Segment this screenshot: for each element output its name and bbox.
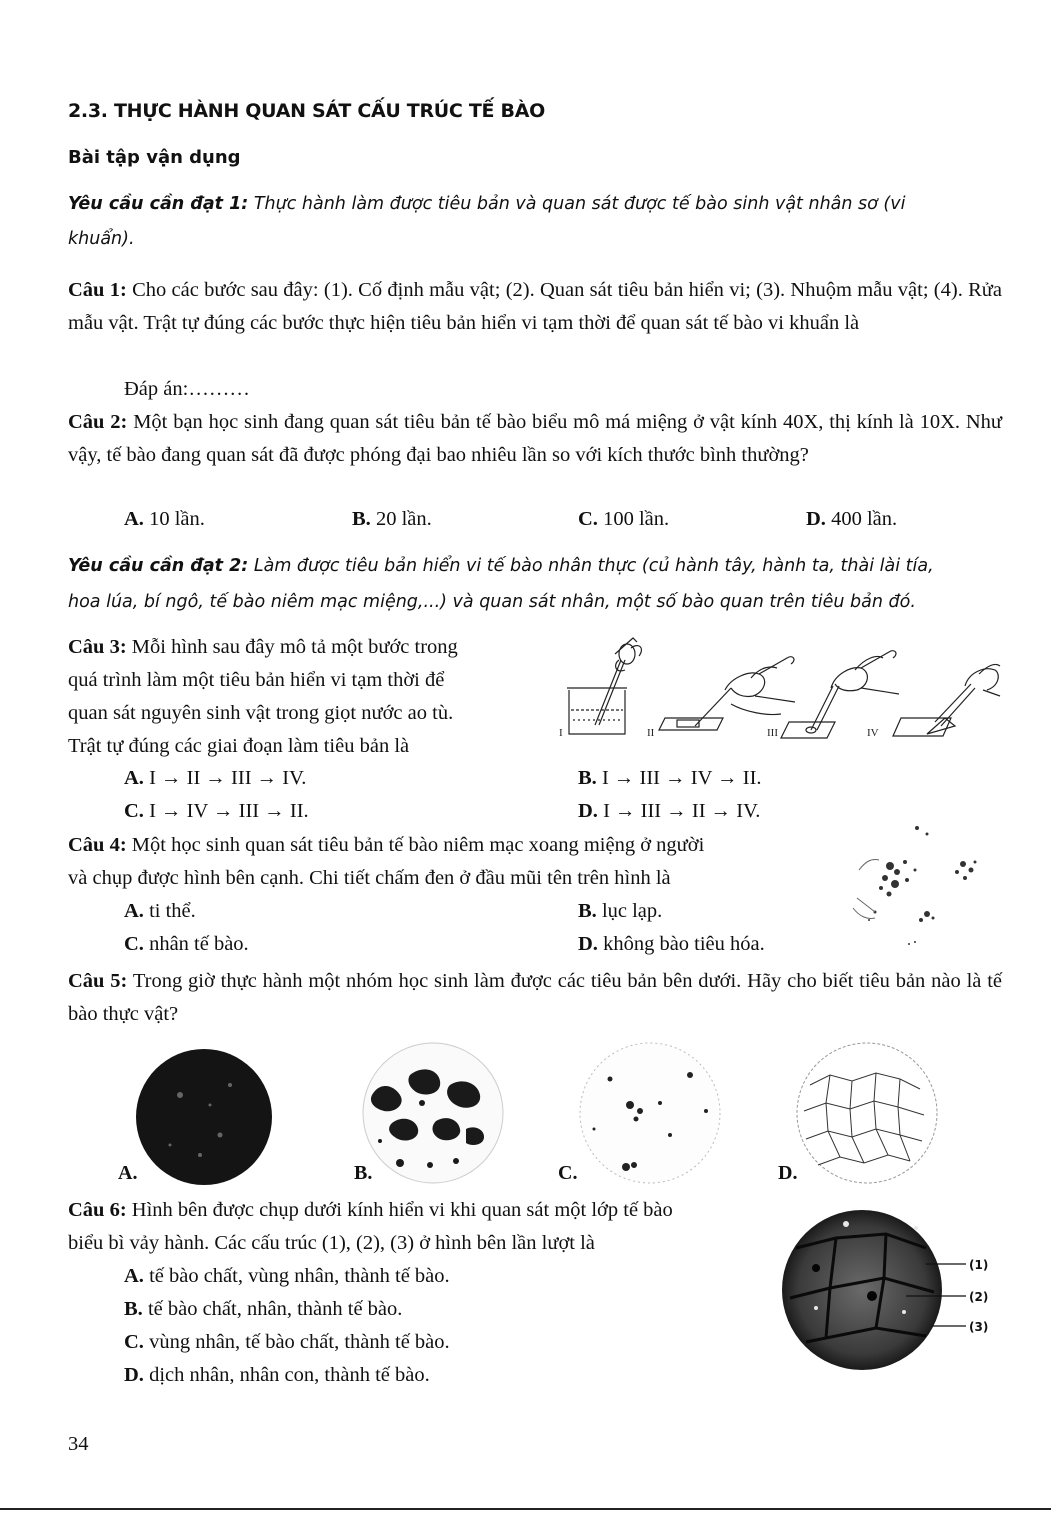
- cheek-cell-micrograph: [845, 822, 995, 952]
- specimen-c-image: [580, 1043, 720, 1183]
- question-6-line-2: biểu bì vảy hành. Các cấu trúc (1), (2), (3) ở hình bên lần lượt là: [68, 1232, 595, 1254]
- specimen-d-image: [797, 1043, 937, 1183]
- question-2-text: Một bạn học sinh đang quan sát tiêu bản tế bào biểu mô má miệng ở vật kính 40X, thị kính là 10X. Như vậy, tế bào đang quan sát đã được phóng đại bao nhiêu lần so với kích thước bình thường?: [68, 411, 1002, 466]
- question-3-option-c: C. I → IV → III → II.: [124, 800, 309, 822]
- question-3-line-3: quan sát nguyên sinh vật trong giọt nước ao tù.: [68, 702, 454, 724]
- requirement-2-text-2: hoa lúa, bí ngô, tế bào niêm mạc miệng,...) và quan sát nhân, một số bào quan trên tiêu bản đó.: [68, 592, 916, 612]
- page-number: 34: [68, 1433, 89, 1455]
- step-4-forceps-illustration: [893, 664, 1000, 736]
- section-title: 2.3. THỰC HÀNH QUAN SÁT CẤU TRÚC TẾ BÀO: [68, 100, 545, 122]
- question-4-option-c: C. nhân tế bào.: [124, 933, 249, 955]
- figure-label-3: (3): [969, 1320, 989, 1334]
- question-5: [68, 965, 1002, 1030]
- question-4-line-1: Câu 4: Một học sinh quan sát tiêu bản tế bào niêm mạc xoang miệng ở người: [68, 834, 705, 856]
- step-2-slide-illustration: [659, 657, 795, 730]
- question-3-option-d: D. I → III → II → IV.: [578, 800, 761, 822]
- question-5-label: Câu 5:: [68, 970, 128, 992]
- question-3-line-2: quá trình làm một tiêu bản hiển vi tạm thời để: [68, 669, 445, 691]
- figure-label-i: I: [559, 727, 563, 739]
- figure-label-1: (1): [969, 1258, 989, 1272]
- page-bottom-rule: [0, 1508, 1051, 1510]
- slide-preparation-figure: [555, 630, 1000, 742]
- question-6-label: Câu 6:: [68, 1199, 127, 1221]
- question-2-option-a: A. 10 lần.: [124, 508, 205, 530]
- question-1-text: Cho các bước sau đây: (1). Cố định mẫu vật; (2). Quan sát tiêu bản hiển vi; (3). Nhuộm mẫu vật; (4). Rửa mẫu vật. Trật tự đúng các bước thực hiện tiêu bản hiển vi tạm thời để quan sát tế bào vi khuẩn là: [68, 279, 1002, 334]
- question-6-option-b: B. tế bào chất, nhân, thành tế bào.: [124, 1298, 403, 1320]
- figure-label-2: (2): [969, 1290, 989, 1304]
- requirement-2: [68, 556, 934, 576]
- question-4-option-a: A. ti thể.: [124, 900, 196, 922]
- requirement-2-text-1: Làm được tiêu bản hiển vi tế bào nhân thực (củ hành tây, hành ta, thài lài tía,: [248, 556, 934, 576]
- specimen-b-image: [363, 1043, 503, 1183]
- specimen-label-b: B.: [354, 1162, 373, 1184]
- subsection-title: Bài tập vận dụng: [68, 147, 241, 168]
- requirement-1-label: Yêu cầu cần đạt 1:: [68, 194, 249, 214]
- requirement-1-text-1: Thực hành làm được tiêu bản và quan sát được tế bào sinh vật nhân sơ (vi: [248, 194, 906, 214]
- question-3-line-1: Câu 3: Mỗi hình sau đây mô tả một bước trong: [68, 636, 458, 658]
- figure-label-iv: IV: [867, 727, 879, 739]
- question-6-option-a: A. tế bào chất, vùng nhân, thành tế bào.: [124, 1265, 450, 1287]
- question-5-text: Trong giờ thực hành một nhóm học sinh làm được các tiêu bản bên dưới. Hãy cho biết tiêu bản nào là tế bào thực vật?: [68, 970, 1002, 1025]
- requirement-2-label: Yêu cầu cần đạt 2:: [68, 556, 249, 576]
- figure-label-ii: II: [647, 727, 655, 739]
- question-6-line-1: Câu 6: Hình bên được chụp dưới kính hiển vi khi quan sát một lớp tế bào: [68, 1199, 673, 1221]
- question-1-answer: Đáp án:………: [124, 378, 250, 400]
- specimen-a-image: [136, 1049, 272, 1185]
- question-4-label: Câu 4:: [68, 834, 127, 856]
- onion-epidermis-micrograph: [776, 1208, 996, 1373]
- figure-label-iii: III: [767, 727, 778, 739]
- question-3-line-4: Trật tự đúng các giai đoạn làm tiêu bản là: [68, 735, 410, 757]
- question-6-option-c: C. vùng nhân, tế bào chất, thành tế bào.: [124, 1331, 450, 1353]
- question-1: [68, 274, 1002, 339]
- question-2-option-d: D. 400 lần.: [806, 508, 898, 530]
- question-3-option-a: A. I → II → III → IV.: [124, 767, 307, 789]
- requirement-1-text-2: khuẩn).: [68, 229, 135, 249]
- question-4-line-2: và chụp được hình bên cạnh. Chi tiết chấm đen ở đầu mũi tên trên hình là: [68, 867, 671, 889]
- question-2: [68, 406, 1002, 471]
- specimen-label-c: C.: [558, 1162, 578, 1184]
- step-1-beaker-illustration: [567, 638, 641, 734]
- specimen-images: [110, 1045, 950, 1190]
- question-4-option-b: B. lục lạp.: [578, 900, 663, 922]
- question-3-option-b: B. I → III → IV → II.: [578, 767, 762, 789]
- specimen-label-a: A.: [118, 1162, 138, 1184]
- question-2-option-b: B. 20 lần.: [352, 508, 432, 530]
- question-4-option-d: D. không bào tiêu hóa.: [578, 933, 765, 955]
- question-3-label: Câu 3:: [68, 636, 127, 658]
- question-1-label: Câu 1:: [68, 279, 127, 301]
- step-3-coverslip-illustration: [781, 651, 899, 738]
- question-2-label: Câu 2:: [68, 411, 128, 433]
- requirement-1: [68, 194, 905, 214]
- question-6-option-d: D. dịch nhân, nhân con, thành tế bào.: [124, 1364, 430, 1386]
- specimen-label-d: D.: [778, 1162, 798, 1184]
- question-2-option-c: C. 100 lần.: [578, 508, 670, 530]
